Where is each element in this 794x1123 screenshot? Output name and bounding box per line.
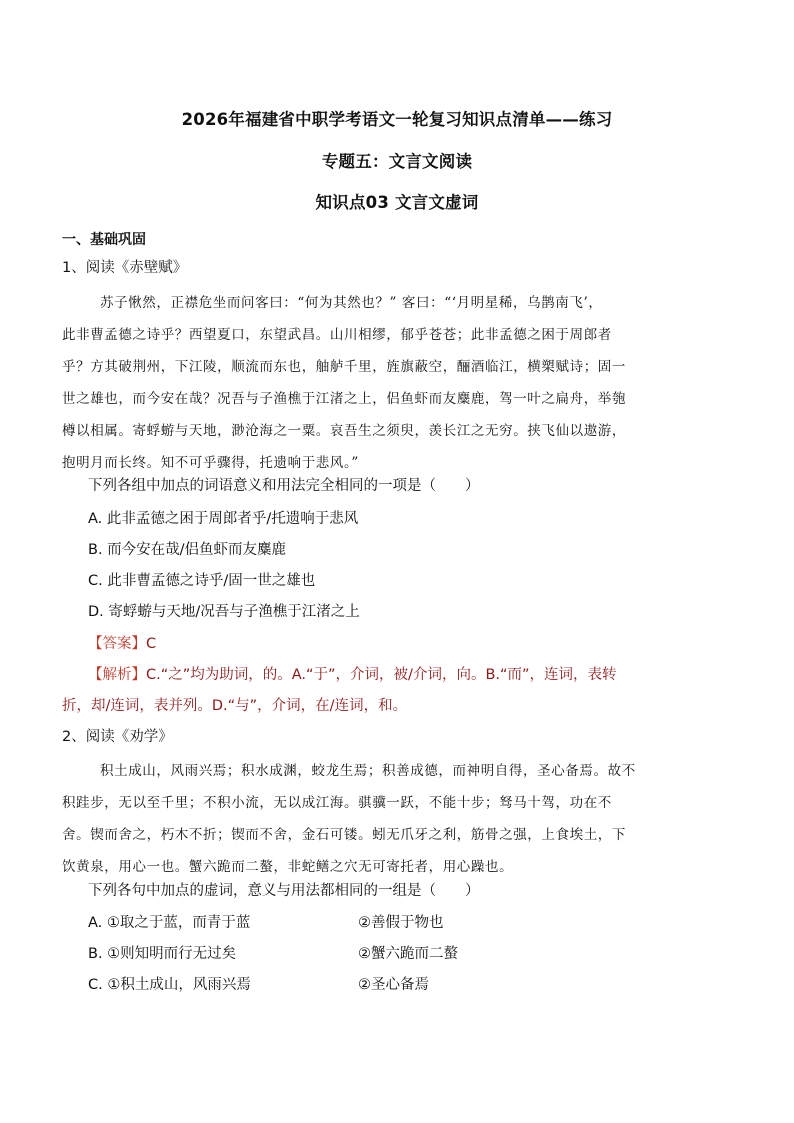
question-2-option-a-second: ②善假于物也 xyxy=(358,915,444,931)
question-2-option-c: C. ①积土成山，风雨兴焉 xyxy=(88,977,251,993)
section-heading: 一、基础巩固 xyxy=(62,232,146,248)
document-subtitle: 专题五：文言文阅读 xyxy=(321,152,473,171)
passage-1-line: 乎？方其破荆州，下江陵，顺流而东也，舳舻千里，旌旗蔽空，酾酒临江，横槊赋诗；固一 xyxy=(62,359,626,375)
passage-2-line: 积跬步，无以至千里；不积小流，无以成江海。骐骥一跃，不能十步；驽马十驾，功在不 xyxy=(62,795,612,811)
passage-1-line: 抱明月而长终。知不可乎骤得，托遗响于悲风。” xyxy=(62,455,359,471)
question-1-option-c: C. 此非曹孟德之诗乎/固一世之雄也 xyxy=(88,573,316,589)
question-1-answer xyxy=(88,634,156,654)
document-topic: 知识点03 文言文虚词 xyxy=(315,193,479,212)
question-1-option-b: B. 而今安在哉/侣鱼虾而友麋鹿 xyxy=(88,542,287,558)
question-2-option-c-second: ②圣心备焉 xyxy=(358,977,429,993)
passage-2-line: 饮黄泉，用心一也。蟹六跪而二螯，非蛇鳝之穴无可寄托者，用心躁也。 xyxy=(62,859,514,875)
question-1-stem: 下列各组中加点的词语意义和用法完全相同的一项是（ ） xyxy=(88,478,480,494)
analysis-label: 【解析】 xyxy=(88,667,146,683)
passage-1-line: 苏子愀然，正襟危坐而问客曰：“何为其然也？” 客曰：“‘月明星稀，乌鹊南飞’， xyxy=(100,295,603,311)
question-2-label: 2、阅读《劝学》 xyxy=(62,729,173,745)
passage-1-line: 樽以相属。寄蜉蝣与天地，渺沧海之一粟。哀吾生之须臾，羡长江之无穷。挟飞仙以遨游， xyxy=(62,423,626,439)
document-title: 2026年福建省中职学考语文一轮复习知识点清单——练习 xyxy=(181,110,613,129)
question-2-option-a: A. ①取之于蓝，而青于蓝 xyxy=(88,915,251,931)
passage-1-line: 世之雄也，而今安在哉？况吾与子渔樵于江渚之上，侣鱼虾而友麋鹿，驾一叶之扁舟，举匏 xyxy=(62,391,626,407)
question-1-analysis xyxy=(88,665,617,685)
passage-2-line: 舍。锲而舍之，朽木不折；锲而不舍，金石可镂。蚓无爪牙之利，筋骨之强，上食埃土，下 xyxy=(62,827,626,843)
answer-value: C xyxy=(146,636,157,652)
analysis-text: C.“之”均为助词，的。A.“于”，介词，被/介词，向。B.“而”，连词，表转 xyxy=(146,667,617,683)
question-1-analysis-cont: 折，却/连词，表并列。D.“与”，介词，在/连词，和。 xyxy=(62,698,408,714)
question-1-option-a: A. 此非孟德之困于周郎者乎/托遗响于悲风 xyxy=(88,511,359,527)
question-2-stem: 下列各句中加点的虚词，意义与用法都相同的一组是（ ） xyxy=(88,883,480,899)
answer-label: 【答案】 xyxy=(88,636,146,652)
passage-2-line: 积土成山，风雨兴焉；积水成渊，蛟龙生焉；积善成德，而神明自得，圣心备焉。故不 xyxy=(100,763,636,779)
passage-1-line: 此非曹孟德之诗乎？西望夏口，东望武昌。山川相缪，郁乎苍苍；此非孟德之困于周郎者 xyxy=(62,327,612,343)
question-1-label: 1、阅读《赤壁赋》 xyxy=(62,260,188,276)
question-2-option-b-second: ②蟹六跪而二螯 xyxy=(358,946,458,962)
question-2-option-b: B. ①则知明而行无过矣 xyxy=(88,946,237,962)
question-1-option-d: D. 寄蜉蝣与天地/况吾与子渔樵于江渚之上 xyxy=(88,604,360,620)
